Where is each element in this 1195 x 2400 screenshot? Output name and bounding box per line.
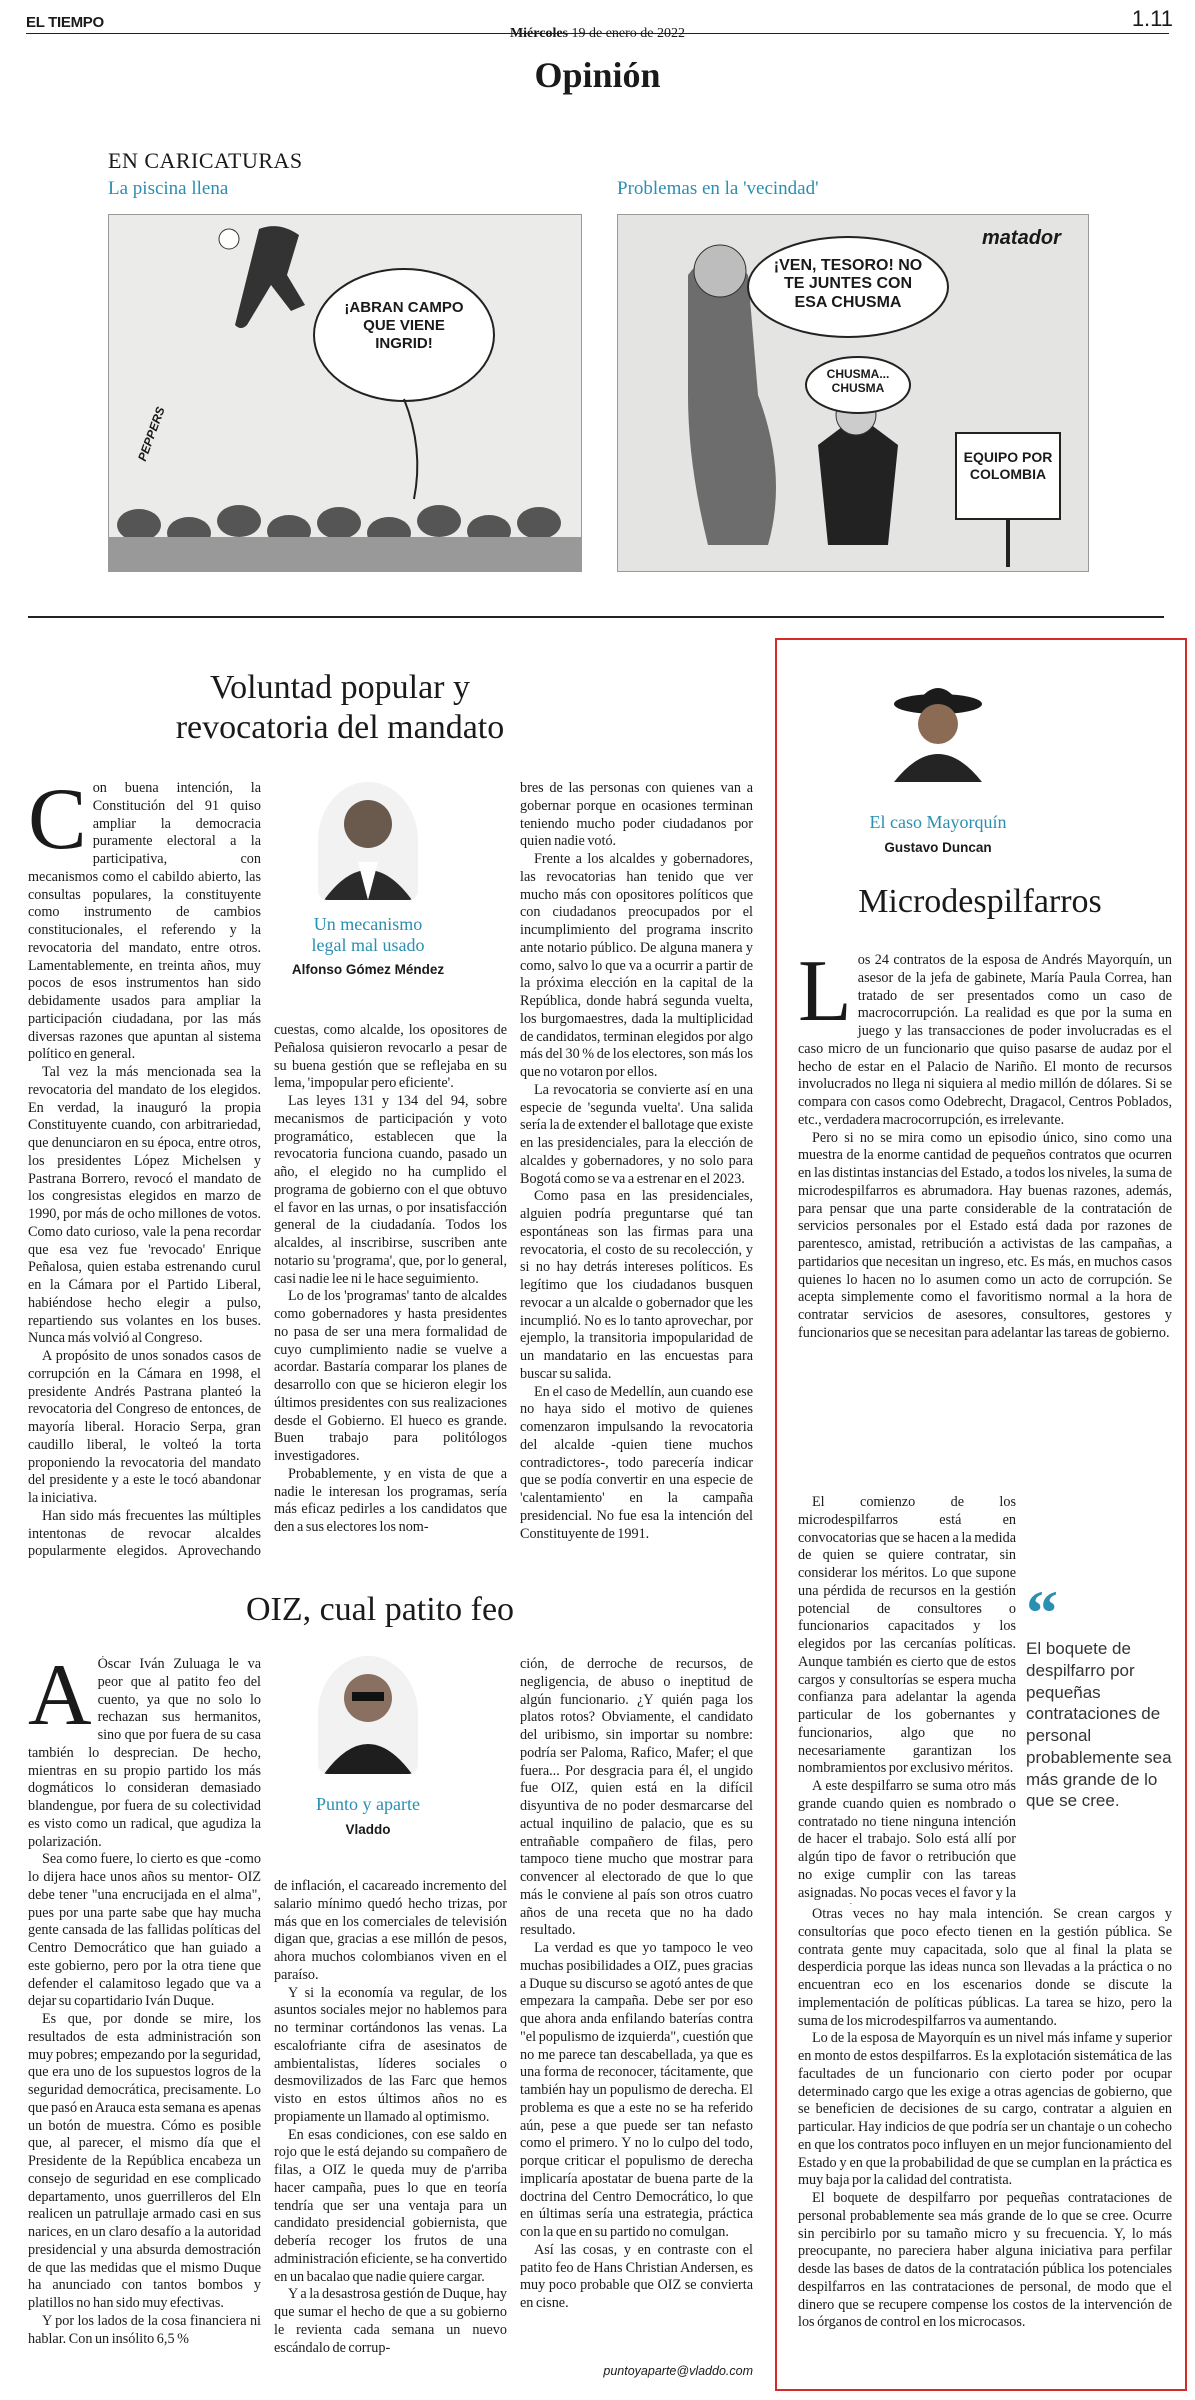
article1-col3-p3: La revocatoria se convierte así en una especie de 'segunda vuelta'. Una salida sería la de extender el ballotage que existe en las presidenciales, para la elección de alcaldes y gobernadores, y no solo para Bogotá como se va a estrenar en el 2023.	[520, 1081, 753, 1187]
issue-date	[0, 26, 1195, 42]
article1-headline: Voluntad popular y revocatoria del mandato	[175, 669, 505, 747]
article1-col1-p4: Han sido más frecuentes las múltiples intentonas de revocar alcaldes popularmente elegidos. Aprovechando	[28, 1507, 261, 1560]
cartoon-right	[617, 214, 1089, 572]
article1-col3-p4: Como pasa en las presidenciales, alguien podría preguntarse qué tan espontáneas son las firmas para una revocatoria, el costo de su recolección, y si no hay detrás intereses políticos. Es legítimo que los ciudadanos busquen revocar a un alcalde o gobernador que les incumplió. No es lo tanto aprovechar, por ejemplo, la transitoria impopularidad de un mandatario en las encuestas para buscar su salida.	[520, 1188, 753, 1382]
article3-pullquote-text: El boquete de despilfarro por pequeñas contrataciones de personal probablemente sea más grande de lo que se cree.	[1026, 1639, 1172, 1811]
article1-col1-p3: A propósito de unos sonados casos de corrupción en la Cámara en 1998, el presidente Andrés Pastrana planteó la revocatoria del Congreso de entonces, de mayoría liberal. Horacio Serpa, gran caudillo liberal, le volteó la torta proponiendo la revocatoria del mandato del presidente y a este le tocó abandonar la iniciativa.	[28, 1348, 261, 1506]
cartoon-left	[108, 214, 582, 572]
article3-author-photo	[886, 672, 990, 782]
article2-headline: OIZ, cual patito feo	[245, 1591, 515, 1628]
section-title: Opinión	[534, 55, 661, 95]
article2-author-photo	[318, 1656, 418, 1774]
date-day: Miércoles	[509, 26, 568, 41]
cartoon-left-balloon: ¡ABRAN CAMPO QUE VIENE INGRID!	[344, 299, 464, 352]
article1-col2-first: cuestas, como alcalde, los opositores de Peñalosa quisieron revocarlo a pesar de su buena gestión que se reflejaba en su lema, 'impopular pero eficiente'.	[274, 1022, 507, 1092]
article2-dropcap: A	[28, 1656, 92, 1744]
article2-p1	[28, 1656, 261, 1851]
article2-author: Vladdo	[345, 1822, 391, 1837]
article1-col2-p3: Lo de los 'programas' tanto de alcaldes como gobernadores y hasta presidentes no pasa de ser una mera formalidad de cuyo cumplimiento nadie se vuelve a acordar. Bastaría comparar los planes de desarrollo con que se hicieron elegir los últimos presidentes con sus realizaciones desde el Gobierno. El hueco es grande. Buen trabajo para politólogos investigadores.	[274, 1288, 507, 1464]
article3-p1	[798, 952, 1172, 1130]
article3-p2: Pero si no se mira como un episodio único, sino como una muestra de la enorme cantidad de pequeños contratos que ocurren en las distintas instancias del Estado, a todos los niveles, la suma de microdespilfarros es abrumadora. Hay buenas razones, además, para pensar que una parte considerable de la contratación de servicios personales por el Estado está dada por razones de parentesco, amistad, retribución a activistas de las campañas, a partidarios que necesitan un ingreso, etc. Es más, en muchos casos quienes lo hacen no lo asumen como un acto de corrupción. Se acepta simplemente como el favoritismo normal a la hora de contratar servicios de asesores, consultores, gestores y funcionarios que se necesitan para adelantar las tareas de gobierno.	[798, 1129, 1172, 1341]
article1-col2	[274, 1022, 507, 1562]
article2-col3-p2: La verdad es que yo tampoco le veo muchas posibilidades a OIZ, pues gracias a Duque su discurso se agotó antes de que empezara la campaña. Debe ser por eso que ahora anda enfilando baterías contra "el populismo de izquierda", cuestión que no me parece tan descabellada, ya que es una forma de reconocer, tácitamente, que también hay un populismo de derecha. El problema es que a este no se ha referido aún, pese a que puede ser tan nefasto como el primero. Y no lo culpo del todo, porque criticar el populismo de derecha implicaría apostatar de buena parte de la doctrina del Centro Democrático, lo que en últimas sería una estrategia, práctica con la que en su partido no comulgan.	[520, 1940, 753, 2240]
article2-col1-p2: Sea como fuere, lo cierto es que -como lo dijera hace unos años su mentor- OIZ debe tener "una encrucijada en el alma", pues por una parte sabe que hay mucha gente cansada de las fallidas políticas del Centro Democrático que han guiado a este gobierno, pero por la otra tiene que defender el calamitoso legado que va a dejar su copartidario Iván Duque.	[28, 1851, 261, 2010]
article1-col1	[28, 780, 261, 1560]
article3-col-narrow	[798, 1494, 1016, 1904]
article2-col2-p2: Y si la economía va regular, de los asuntos sociales mejor no hablemos para no terminar cortándonos las venas. La escalofriante cifra de asesinatos de ambientalistas, líderes sociales o desmovilizados de las Farc que hemos visto en estos últimos años no es propiamente un llamado al optimismo.	[274, 1984, 507, 2125]
article2-col2	[274, 1878, 507, 2388]
article1-col1-first: on buena intención, la Constitución del 91 quiso ampliar la democracia puramente electoral a la participativa, con mecanismos como el cabildo abierto, las consultas populares, la constituyente como instrumento de cambios constitucionales, el referendo y la revocatoria del mandato, entre otros. Lamentablemente, en treinta años, muy pocos de esos instrumentos han sido debidamente usados para ampliar la participación ciudadana, por las más diversas razones que apuntan al sistema político en general.	[28, 780, 261, 1063]
article1-col2-p2: Las leyes 131 y 134 del 94, sobre mecanismos de participación y voto programático, establecen que la revocatoria funciona cuando, pasado un año, el elegido no ha cumplido el programa de gobierno con el que obtuvo el favor en las urnas, o por insatisfacción general de la ciudadanía. Todos los alcaldes, al inscribirse, suscriben ante notario su 'programa', que, por lo general, casi nadie lee ni le hace seguimiento.	[274, 1093, 507, 1287]
article3-p5: Otras veces no hay mala intención. Se crean cargos y consultorías que poco efecto tienen en la gestión pública. Se contrata gente muy capacitada, solo que al final la plata se desperdicia porque las ideas nunca son llevadas a la práctica o no encuentran eco en los escenarios donde se discute la implementación de políticas públicas. La tarea se hizo, pero la suma de los microdespilfarros va aumentando.	[798, 1906, 1172, 2029]
article2-col2-p4: Y a la desastrosa gestión de Duque, hay que sumar el hecho de que a su gobierno le revienta cada semana un nuevo escándalo de corrup-	[274, 2286, 507, 2356]
section-rule	[28, 616, 1164, 618]
article2-column-name: Punto y aparte	[316, 1794, 420, 1814]
cartoon-right-caption: Problemas en la 'vecindad'	[617, 178, 819, 199]
article2-email[interactable]: puntoyaparte@vladdo.com	[603, 2364, 753, 2378]
article3-dropcap: L	[798, 952, 852, 1040]
article3-first: os 24 contratos de la esposa de Andrés Mayorquín, un asesor de la jefa de gabinete, María Paula Correa, han tratado de ser presentados como un caso de macrocorrupción. La realidad es que por la suma en juego y las transacciones de poder involucradas es el caso micro de un funcionario que quiso pasarse de audaz por el hecho de estar en el Palacio de Nariño. El monto de recursos involucrados no llega ni siquiera al medio millón de dólares. Si se compara con casos como Odebrecht, Dragacol, Centros Poblados, etc., verdadera macrocorrupción, es irrelevante.	[798, 952, 1172, 1128]
article1-col2-p4: Probablemente, y en vista de que a nadie le interesan los programas, sería más eficaz pedirles a los candidatos que den a sus electores los nom-	[274, 1465, 507, 1535]
cartoon-right-balloon-big: ¡VEN, TESORO! NO TE JUNTES CON ESA CHUSMA	[773, 257, 923, 311]
article2-col3	[520, 1656, 753, 2360]
article3-headline: Microdespilfarros	[858, 883, 1102, 920]
article1-col3-first: bres de las personas con quienes van a gobernar porque en ocasiones terminan teniendo mucho poder ciudadanos por quien nadie votó.	[520, 780, 753, 850]
article3-p3: El comienzo de los microdespilfarros está en convocatorias que se hacen a la medida de quien se quiere contratar, sin considerar los méritos. Lo que supone una pérdida de recursos en la gestión potencial de consultores o funcionarios capacitados y los elegidos por las cercanías políticas. Aunque también es cierto que de estos cargos y consultorías se espera mucha confianza para adelantar la agenda particular de los gobernantes y funcionarios, algo que no necesariamente garantizan los nombramientos por exclusivo méritos.	[798, 1494, 1016, 1777]
article2-col2-first: de inflación, el cacareado incremento del salario mínimo quedó hecho trizas, por más que en los comerciales de televisión digan que, gracias a ese millón de pesos, ahora muchos colombianos viven en el paraíso.	[274, 1878, 507, 1983]
article3-pullquote	[1026, 1577, 1176, 1812]
article2-col1-first: Óscar Iván Zuluaga le va peor que al patito feo del cuento, ya que no solo lo rechazan sus hermanitos, sino que por fuera de su casa también lo desprecian. De hecho, mientras en su propio partido los más dogmáticos lo consideran demasiado blandengue, por fuera de su colectividad es visto como un radical, que agudiza la polarización.	[28, 1656, 261, 1850]
article2-col1-p4: Y por los lados de la cosa financiera ni hablar. Con un insólito 6,5 %	[28, 2312, 261, 2347]
date-rest: 19 de enero de 2022	[571, 26, 686, 41]
article1-column-name: Un mecanismo legal mal usado	[311, 914, 425, 955]
cartoon-right-balloon-small: CHUSMA... CHUSMA	[826, 367, 890, 395]
article3-p7: El boquete de despilfarro por pequeñas contrataciones de personal probablemente sea más grande de lo que se cree. Ocurre sin percibirlo por su tamaño micro y su frecuencia. Y, lo más preocupante, no pareciera haber alguna iniciativa para perfilar desde las bases de datos de la contratación pública los potenciales despilfarros en las contrataciones de personal, de modo que el dinero que se recupere compense los costos de la intervención de los órganos de control en los microcasos.	[798, 2190, 1172, 2331]
article1-col3	[520, 780, 753, 1560]
cartoons-kicker: EN CARICATURAS	[108, 148, 303, 173]
article1-author: Alfonso Gómez Méndez	[291, 962, 445, 977]
article3-author: Gustavo Duncan	[884, 840, 992, 855]
article2-col3-p3: Así las cosas, y en contraste con el patito feo de Hans Christian Andersen, es muy poco probable que OIZ se convierta en cisne.	[520, 2241, 753, 2311]
article2-col1	[28, 1656, 261, 2386]
article1-dropcap: C	[28, 780, 87, 868]
article1-col3-p5: En el caso de Medellín, aun cuando ese no haya sido el motivo de quienes comenzaron impulsando la revocatoria del alcalde -quien tiene muchos contradictores-, todo parecería indicar que se podía convertir en una especie de 'calentamiento' en la campaña presidencial. No fue esa la intención del Constituyente de 1991.	[520, 1383, 753, 1542]
article3-column-name: El caso Mayorquín	[869, 812, 1007, 832]
quote-marks-icon: “	[1026, 1577, 1058, 1648]
article3-col-bottom	[798, 1906, 1172, 2384]
article3-p4: A este despilfarro se suma otro más grande cuando quien es nombrado o contratado no tiene ninguna intención de hacer el trabajo. Solo está allí por algún tipo de favor o retribución que no exige cumplir con las tareas asignadas. No pocas veces el favor y la	[798, 1778, 1016, 1901]
article1-col3-p2: Frente a los alcaldes y gobernadores, las revocatorias han tenido que ver mucho más con opositores políticos que con ciudadanos preocupados por el incumplimiento del programa inscrito ante notario público. De alguna manera y como, salvo lo que va a ocurrir a partir de la próxima elección en la capital de la República, donde habrá segunda vuelta, los burgomaestres, dada la multiplicidad de candidatos, terminan elegidos por algo más del 30 % de los electores, son más los que no votaron por ellos.	[520, 851, 753, 1080]
article3-p6: Lo de la esposa de Mayorquín es un nivel más infame y superior en monto de estos despilfarros. Es la explotación sistemática de las facultades de un funcionario con cierto poder por ocupar determinado cargo que les exige a otras agencias de gobierno, que se beneficien de decisiones de su cargo, contratar a alguien en particular. Hay indicios de que podría ser un chantaje o un cohecho en que los contratos poco influyen en un mejor funcionamiento del Estado y en que la probabilidad de que se cumplan en la práctica es muy baja por la calidad del contratista.	[798, 2030, 1172, 2189]
article2-col2-p3: En esas condiciones, con ese saldo en rojo que le está dejando su compañero de filas, a OIZ le queda muy de p'arriba hacer campaña, pues lo que en teoría tendría que ser una ventaja para un candidato presidencial gobiernista, que debería recoger los frutos de una administración eficiente, se ha convertido en un bacalao que nadie quiere cargar.	[274, 2126, 507, 2285]
brand-name: EL TIEMPO	[26, 14, 104, 31]
cartoon-right-sign: EQUIPO POR COLOMBIA	[963, 449, 1053, 482]
article1-author-photo	[318, 782, 418, 900]
article1-p1	[28, 780, 261, 1064]
article2-col3-first: ción, de derroche de recursos, de negligencia, de abuso o ineptitud de algún funcionario. ¿Y quién paga los platos rotos? Obviamente, el candidato del uribismo, sin importar su nombre: podría ser Paloma, Rafico, Mafer; el que fuera... Por desgracia para él, el ungido fue OIZ, quien está en la difícil disyuntiva de no poder desmarcarse del actual inquilino de palacio, que es su entrañable compañero de filas, pero tampoco tiene mucho que mostrar para convencer al electorado de que lo que más le conviene al país son otros cuatro años de una receta que no ha dado resultado.	[520, 1656, 753, 1939]
page-number: 1.11	[1131, 6, 1173, 31]
cartoon-left-caption: La piscina llena	[108, 178, 229, 199]
article2-col1-p3: Es que, por donde se mire, los resultados de esta administración son muy pobres; empezando por la seguridad, que era uno de los supuestos logros de la seguridad democrática, precisamente. Lo que pasó en Arauca esta semana es apenas un botón de muestra. Cómo es posible que, al parecer, el mismo día que el Presidente de la República encabeza un consejo de seguridad en ese complicado departamento, unos guerrilleros del Eln realicen un patrullaje armado casi en sus narices, en un claro desafío a la autoridad presidencial y una absurda demostración de que las medidas que el mismo Duque ha anunciado con tantos bombos y platillos no han sido muy efectivas.	[28, 2011, 261, 2311]
cartoon-right-signature: matador	[982, 227, 1061, 249]
cartoon-left-drawing	[109, 215, 582, 572]
article1-col1-p2: Tal vez la más mencionada sea la revocatoria del mandato de los elegidos. En verdad, la inauguró la propia Constituyente cuando, con arbitrariedad, que denunciaron en su época, entre otros, los presidentes López Michelsen y Pastrana Borrero, revocó el mandato de los congresistas elegidos en marzo de 1990, por más de ocho millones de votos. Como dato curioso, vale la pena recordar que esa vez fue 'revocado' Enrique Peñalosa, quien estaba estrenando curul en la Cámara por el Partido Liberal, habiéndose hecho elegir a pulso, repartiendo sus volantes en los buses. Nunca más volvió al Congreso.	[28, 1064, 261, 1347]
cartoon-left-artist: PEPPERS	[135, 404, 168, 464]
article3-col-top	[798, 952, 1172, 1492]
